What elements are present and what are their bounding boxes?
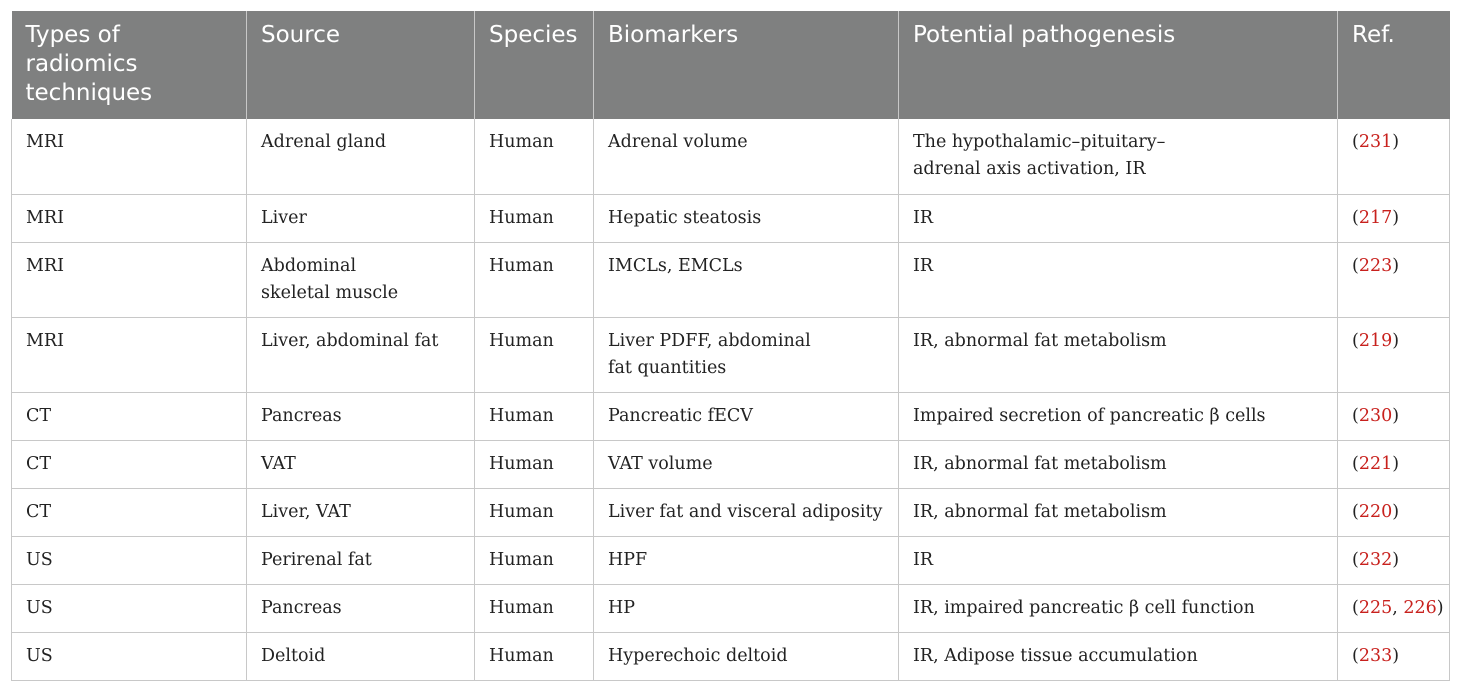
cell-species-text: Human <box>489 207 554 228</box>
table-row <box>12 119 1450 194</box>
cell-pathogenesis <box>899 440 1338 488</box>
ref-open-paren: ( <box>1352 132 1359 152</box>
radiomics-table <box>11 11 1450 681</box>
ref-open-paren: ( <box>1352 645 1359 666</box>
cell-biomarkers <box>594 632 899 680</box>
cell-source <box>247 242 475 317</box>
header-biomarkers: Biomarkers <box>594 11 899 119</box>
ref-open-paren: ( <box>1352 330 1359 351</box>
ref-separator: , <box>1392 597 1404 618</box>
cell-source-text: Liver, abdominal fat <box>261 330 439 351</box>
ref-link[interactable]: 223 <box>1358 255 1393 276</box>
cell-type <box>12 317 247 392</box>
cell-biomarkers-text: VAT volume <box>608 453 713 474</box>
cell-type <box>12 194 247 242</box>
cell-source <box>247 488 475 536</box>
table-row <box>12 242 1450 317</box>
cell-ref <box>1338 242 1450 317</box>
cell-biomarkers <box>594 242 899 317</box>
cell-source <box>247 392 475 440</box>
ref-close-paren: ) <box>1392 405 1400 426</box>
cell-biomarkers-text: Pancreatic fECV <box>608 405 753 426</box>
cell-biomarkers <box>594 536 899 584</box>
table-row <box>12 488 1450 536</box>
table-body <box>12 119 1450 680</box>
cell-source <box>247 440 475 488</box>
cell-type <box>12 392 247 440</box>
cell-source <box>247 317 475 392</box>
cell-pathogenesis-text: IR, abnormal fat metabolism <box>913 330 1167 351</box>
cell-type-text: US <box>26 597 53 618</box>
ref-close-paren: ) <box>1392 255 1400 276</box>
cell-source-text: VAT <box>261 453 296 474</box>
cell-pathogenesis <box>899 488 1338 536</box>
table-row <box>12 584 1450 632</box>
cell-type-text: MRI <box>26 330 65 351</box>
cell-species <box>475 194 594 242</box>
ref-open-paren: ( <box>1352 549 1359 570</box>
cell-pathogenesis-text: The hypothalamic–pituitary–adrenal axis activation, IR <box>913 132 1166 179</box>
cell-biomarkers-text: HP <box>608 597 636 618</box>
cell-type-text: US <box>26 549 53 570</box>
cell-species <box>475 392 594 440</box>
cell-pathogenesis-text: IR, abnormal fat metabolism <box>913 453 1167 474</box>
ref-open-paren: ( <box>1352 597 1359 618</box>
cell-biomarkers <box>594 488 899 536</box>
cell-species-text: Human <box>489 645 554 666</box>
ref-link[interactable]: 217 <box>1358 207 1393 228</box>
cell-pathogenesis <box>899 584 1338 632</box>
table-header-row <box>12 11 1450 119</box>
cell-species <box>475 488 594 536</box>
cell-ref <box>1338 440 1450 488</box>
ref-close-paren: ) <box>1392 645 1400 666</box>
cell-pathogenesis <box>899 194 1338 242</box>
ref-link[interactable]: 233 <box>1358 645 1393 666</box>
cell-ref <box>1338 119 1450 194</box>
ref-link[interactable]: 219 <box>1358 330 1393 351</box>
ref-close-paren: ) <box>1392 501 1400 522</box>
cell-type-text: CT <box>26 501 52 522</box>
cell-type-text: CT <box>26 405 52 426</box>
ref-open-paren: ( <box>1352 453 1359 474</box>
header-species: Species <box>475 11 594 119</box>
cell-type <box>12 440 247 488</box>
cell-biomarkers-text: Liver fat and visceral adiposity <box>608 501 883 522</box>
header-ref: Ref. <box>1338 11 1450 119</box>
ref-link[interactable]: 221 <box>1358 453 1393 474</box>
cell-pathogenesis-text: IR, impaired pancreatic β cell function <box>913 597 1255 618</box>
cell-pathogenesis-text: IR, abnormal fat metabolism <box>913 501 1167 522</box>
cell-species <box>475 242 594 317</box>
cell-source-text: Liver <box>261 207 307 228</box>
cell-source-text: Liver, VAT <box>261 501 351 522</box>
cell-source <box>247 119 475 194</box>
ref-link[interactable]: 220 <box>1358 501 1393 522</box>
cell-biomarkers <box>594 194 899 242</box>
cell-species <box>475 536 594 584</box>
cell-source-text: Pancreas <box>261 405 342 426</box>
cell-type-text: MRI <box>26 132 65 152</box>
cell-type <box>12 488 247 536</box>
cell-type-text: MRI <box>26 255 65 276</box>
table-row <box>12 440 1450 488</box>
header-pathogenesis: Potential pathogenesis <box>899 11 1338 119</box>
cell-species-text: Human <box>489 132 554 152</box>
cell-type-text: CT <box>26 453 52 474</box>
cell-biomarkers-text: HPF <box>608 549 648 570</box>
cell-ref <box>1338 536 1450 584</box>
table-row <box>12 392 1450 440</box>
cell-species-text: Human <box>489 255 554 276</box>
ref-close-paren: ) <box>1392 453 1400 474</box>
table-row <box>12 317 1450 392</box>
cell-pathogenesis <box>899 242 1338 317</box>
cell-ref <box>1338 317 1450 392</box>
ref-open-paren: ( <box>1352 207 1359 228</box>
cell-pathogenesis-text: IR <box>913 207 934 228</box>
ref-open-paren: ( <box>1352 501 1359 522</box>
cell-ref <box>1338 632 1450 680</box>
cell-pathogenesis <box>899 392 1338 440</box>
cell-source-text: Deltoid <box>261 645 326 666</box>
cell-biomarkers <box>594 119 899 194</box>
cell-type <box>12 632 247 680</box>
ref-link[interactable]: 226 <box>1403 597 1437 618</box>
cell-type <box>12 119 247 194</box>
radiomics-table-container <box>11 11 1449 681</box>
cell-source-text: Perirenal fat <box>261 549 372 570</box>
ref-close-paren: ) <box>1392 549 1400 570</box>
cell-type-text: MRI <box>26 207 65 228</box>
cell-source-text: Abdominal skeletal muscle <box>261 255 399 303</box>
cell-species-text: Human <box>489 405 554 426</box>
cell-biomarkers-text: Hyperechoic deltoid <box>608 645 788 666</box>
cell-ref <box>1338 584 1450 632</box>
cell-type <box>12 584 247 632</box>
cell-ref <box>1338 488 1450 536</box>
cell-pathogenesis <box>899 536 1338 584</box>
ref-close-paren: ) <box>1436 597 1444 618</box>
header-source: Source <box>247 11 475 119</box>
cell-biomarkers-text: Adrenal volume <box>608 132 748 152</box>
ref-close-paren: ) <box>1392 330 1400 351</box>
cell-type <box>12 242 247 317</box>
cell-species-text: Human <box>489 597 554 618</box>
cell-pathogenesis-text: IR, Adipose tissue accumulation <box>913 645 1198 666</box>
ref-close-paren: ) <box>1392 207 1400 228</box>
ref-link[interactable]: 231 <box>1358 132 1393 152</box>
cell-biomarkers-text: Liver PDFF, abdominal fat quantities <box>608 330 811 378</box>
ref-link[interactable]: 225 <box>1358 597 1393 618</box>
cell-source-text: Adrenal gland <box>261 132 387 152</box>
ref-close-paren: ) <box>1392 132 1400 152</box>
cell-biomarkers <box>594 317 899 392</box>
cell-pathogenesis <box>899 119 1338 194</box>
ref-open-paren: ( <box>1352 405 1359 426</box>
cell-pathogenesis-text: Impaired secretion of pancreatic β cells <box>913 405 1266 426</box>
cell-species-text: Human <box>489 330 554 351</box>
cell-source <box>247 584 475 632</box>
cell-source-text: Pancreas <box>261 597 342 618</box>
cell-ref <box>1338 194 1450 242</box>
cell-species-text: Human <box>489 453 554 474</box>
ref-link[interactable]: 230 <box>1358 405 1393 426</box>
cell-ref <box>1338 392 1450 440</box>
cell-species-text: Human <box>489 501 554 522</box>
cell-pathogenesis-text: IR <box>913 255 934 276</box>
cell-source <box>247 632 475 680</box>
cell-species <box>475 584 594 632</box>
cell-type-text: US <box>26 645 53 666</box>
cell-species <box>475 119 594 194</box>
cell-species <box>475 632 594 680</box>
table-row <box>12 632 1450 680</box>
cell-species <box>475 317 594 392</box>
cell-biomarkers-text: Hepatic steatosis <box>608 207 762 228</box>
cell-biomarkers-text: IMCLs, EMCLs <box>608 255 743 276</box>
table-row <box>12 536 1450 584</box>
ref-link[interactable]: 232 <box>1358 549 1393 570</box>
cell-type <box>12 536 247 584</box>
cell-pathogenesis <box>899 632 1338 680</box>
ref-open-paren: ( <box>1352 255 1359 276</box>
cell-source <box>247 194 475 242</box>
cell-pathogenesis <box>899 317 1338 392</box>
cell-species <box>475 440 594 488</box>
cell-species-text: Human <box>489 549 554 570</box>
table-row <box>12 194 1450 242</box>
cell-source <box>247 536 475 584</box>
cell-biomarkers <box>594 440 899 488</box>
cell-pathogenesis-text: IR <box>913 549 934 570</box>
header-types: Types of radiomics techniques <box>12 11 247 119</box>
cell-biomarkers <box>594 584 899 632</box>
cell-biomarkers <box>594 392 899 440</box>
